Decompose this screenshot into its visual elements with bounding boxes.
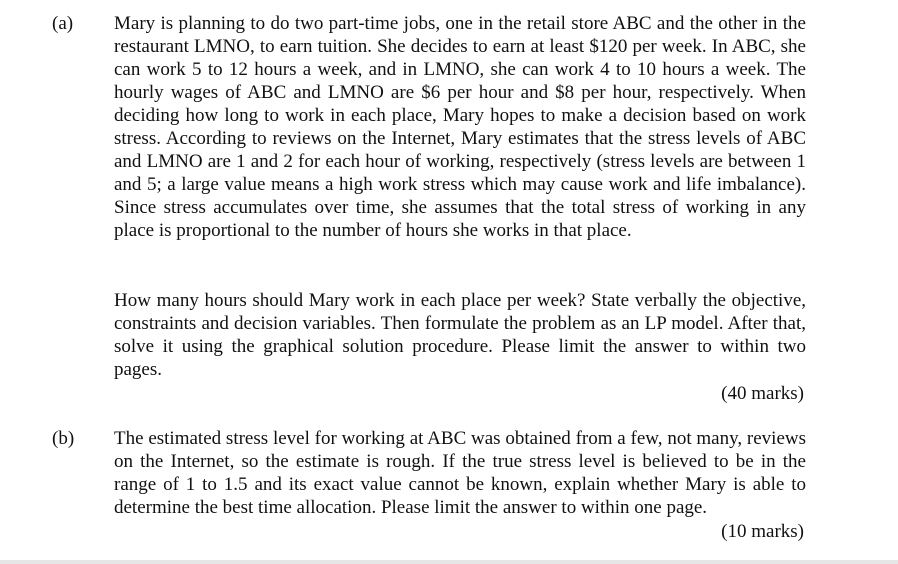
part-a-label: (a)	[52, 13, 74, 34]
part-a-scenario-paragraph: Mary is planning to do two part-time jobs, one in the retail store ABC and the other in the restaurant LMNO, to earn tuition. She decides to earn at least $120 per week. In ABC, she can work 5 to 12 hours a week, and in LMNO, she can work 4 to 10 hours a week. The hourly wages of ABC and LMNO are $6 per hour and $8 per hour, respectively. When deciding how long to work in each place, Mary hopes to make a decision based on work stress. According to reviews on the Internet, Mary estimates that the stress levels of ABC and LMNO are 1 and 2 for each hour of working, respectively (stress levels are between 1 and 5; a large value means a high work stress which may cause work and life imbalance). Since stress accumulates over time, she assumes that the total stress of working in any place is proportional to the number of hours she works in that place.	[114, 13, 806, 241]
part-b-marks: (10 marks)	[721, 521, 804, 542]
part-a-task	[114, 289, 806, 381]
part-a-task-paragraph: How many hours should Mary work in each place per week? State verbally the objective, constraints and decision variables. Then formulate the problem as an LP model. After that, solve it using the graphical solution procedure. Please limit the answer to within two pages.	[114, 290, 806, 380]
part-b-body	[114, 427, 806, 519]
page-bottom-divider	[0, 560, 898, 564]
part-b-label: (b)	[52, 428, 75, 449]
part-a-marks: (40 marks)	[721, 383, 804, 404]
part-a-body	[114, 12, 806, 242]
part-b-paragraph: The estimated stress level for working at ABC was obtained from a few, not many, reviews on the Internet, so the estimate is rough. If the true stress level is believed to be in the range of 1 to 1.5 and its exact value cannot be known, explain whether Mary is able to determine the best time allocation. Please limit the answer to within one page.	[114, 428, 806, 518]
